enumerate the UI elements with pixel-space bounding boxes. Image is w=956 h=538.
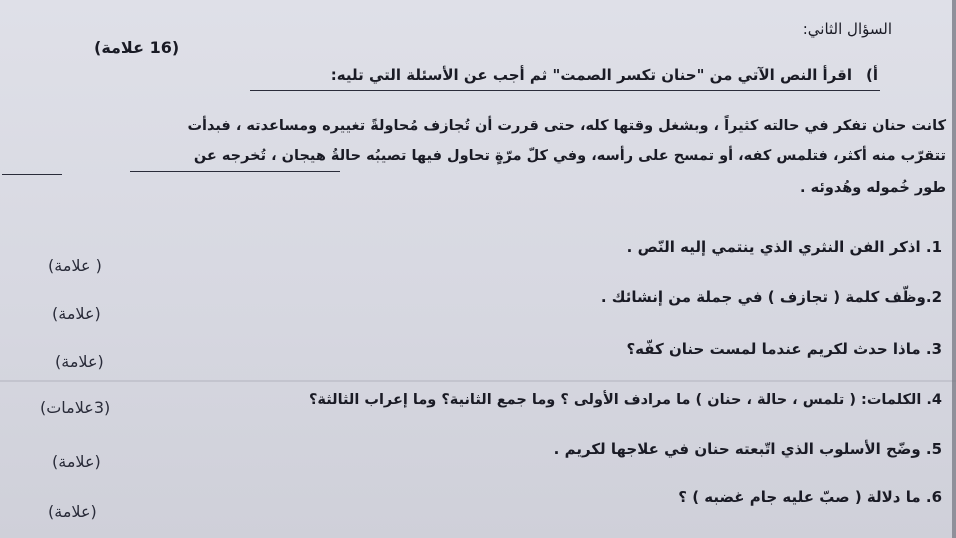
question-6-marks: (علامة) [48, 502, 97, 521]
instruction-underline [250, 90, 880, 91]
question-4-marks: (3علامات) [40, 398, 111, 417]
passage-line-1: كانت حنان تفكر في حالته كثيراً ، وبشغل وقتها كله، حتى قررت أن تُجازف مُحاولةً تغييره ومساعدته ، فبدأت [187, 118, 946, 134]
passage-line-3: طور خُموله وهُدوئه . [800, 180, 946, 196]
passage-underline-3 [2, 174, 62, 175]
question-2-marks: (علامة) [52, 304, 101, 323]
question-5: 5. وضّح الأسلوب الذي اتّبعته حنان في علاجها لكريم . [553, 440, 942, 458]
question-4: 4. الكلمات: ( تلمس ، حالة ، حنان ) ما مرادف الأولى ؟ وما جمع الثانية؟ وما إعراب الثالثة؟ [309, 392, 942, 408]
part-a-label: أ) [866, 66, 878, 84]
question-3-marks: (علامة) [55, 352, 104, 371]
page-edge [952, 0, 956, 538]
question-2: 2.وظّف كلمة ( تجازف ) في جملة من إنشائك . [600, 288, 942, 306]
question-title: السؤال الثاني: [802, 20, 892, 38]
question-6: 6. ما دلالة ( صبّ عليه جام غضبه ) ؟ [678, 488, 942, 506]
part-a-instruction: اقرأ النص الآتي من "حنان تكسر الصمت" ثم أجب عن الأسئلة التي تليه: [330, 66, 852, 84]
paper-fold [0, 380, 956, 382]
question-1: 1. اذكر الفن النثري الذي ينتمي إليه النّص . [626, 238, 942, 256]
passage-line-2: تتقرّب منه أكثر، فتلمس كفه، أو تمسح على رأسه، وفي كلّ مرّةٍ تحاول فيها تصيبُه حالةُ هيجان ، تُخرجه عن [193, 148, 946, 164]
passage-underline-2 [130, 171, 340, 172]
question-3: 3. ماذا حدث لكريم عندما لمست حنان كفّه؟ [626, 340, 942, 358]
question-5-marks: (علامة) [52, 452, 101, 471]
question-1-marks: ( علامة) [48, 256, 102, 275]
total-marks: (16 علامة) [94, 38, 180, 57]
